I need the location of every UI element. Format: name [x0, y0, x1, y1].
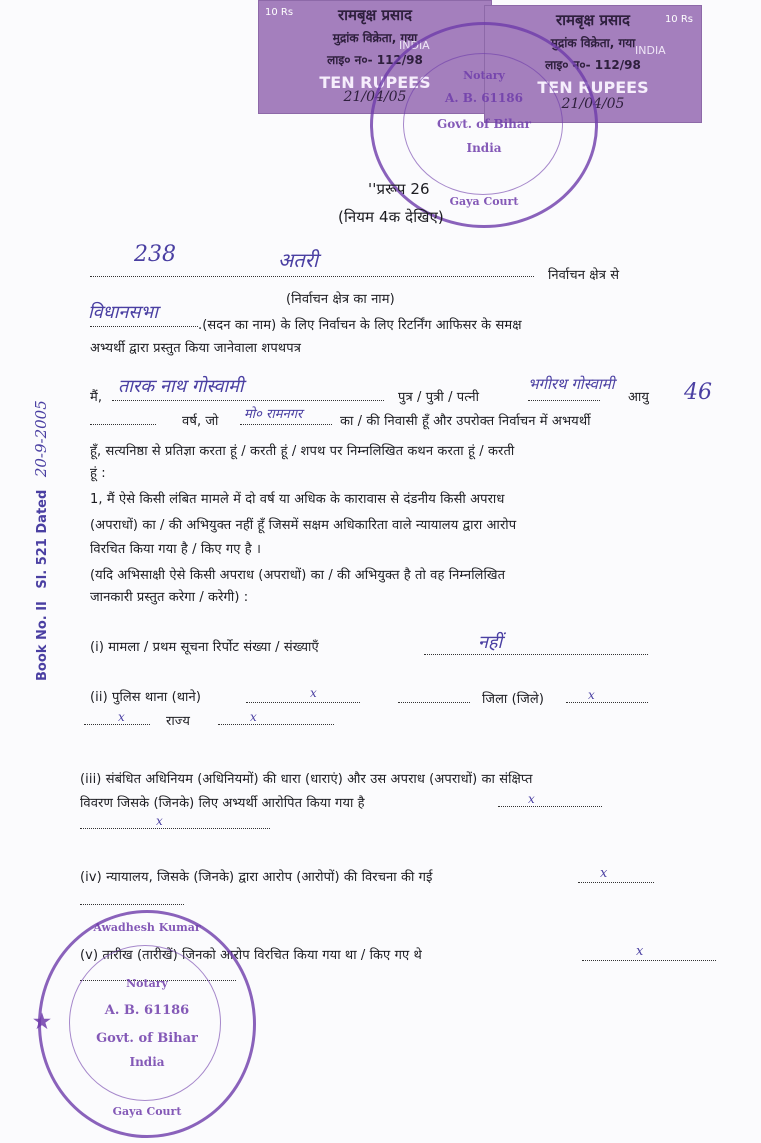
police-station-blank: [246, 702, 360, 703]
item-v-answer: x: [636, 944, 644, 959]
state-prefix-answer: x: [118, 710, 125, 724]
form-title: ''प्ररूप 26: [368, 180, 430, 198]
name-blank: [112, 400, 384, 401]
form-rule-reference: (नियम 4क देखिए): [338, 208, 444, 226]
seal-text: Gaya Court: [449, 195, 519, 208]
village-name: मो० रामनगर: [244, 407, 303, 422]
item-iv-blank: [578, 882, 654, 883]
stamp-denomination: TEN RUPEES: [537, 78, 649, 97]
stamp-corner-value: 10 Rs: [664, 14, 693, 25]
seal-star-icon: ★: [33, 1009, 51, 1033]
seal-text: Notary: [463, 69, 505, 82]
constituency-blank: [90, 276, 534, 277]
house-line: .(सदन का नाम) के लिए निर्वाचन के लिए रिटर्निंग आफिसर के समक्ष: [198, 318, 522, 333]
item-ii-label: (ii) पुलिस थाना (थाने): [90, 690, 202, 705]
father-name: भगीरथ गोस्वामी: [528, 375, 615, 393]
para-1-line: जानकारी प्रस्तुत करेगा / करेगी) :: [90, 590, 249, 605]
item-iii-blank: [498, 806, 602, 807]
register-note-text: [32, 321, 52, 681]
item-i-label: (i) मामला / प्रथम सूचना रिर्पोट संख्या / संख्याएँ: [90, 640, 319, 655]
item-iii-line: विवरण जिसके (जिनके) लिए अभ्यर्थी आरोपित किया गया है: [80, 796, 365, 811]
years-line: वर्ष, जो: [182, 414, 219, 429]
item-iv-answer: x: [600, 866, 608, 881]
extra-blank: [398, 702, 470, 703]
stamp-vendor-name: रामबृक्ष प्रसाद: [555, 11, 631, 29]
item-i-blank: [424, 654, 648, 655]
state-label: राज्य: [166, 714, 190, 729]
age-blank: [90, 424, 156, 425]
constituency-name: अतरी: [278, 248, 319, 272]
seal-text: Govt. of Bihar: [96, 1031, 198, 1046]
state-answer: x: [250, 710, 257, 724]
stamp-license-no: लाइ० न०- 112/98: [327, 53, 423, 67]
state-blank: [218, 724, 334, 725]
seal-inner-ring: [69, 945, 221, 1101]
age-label: आयु: [628, 390, 650, 405]
item-iv-label: (iv) न्यायालय, जिसके (जिनके) द्वारा आरोप (आरोपों) की विरचना की गई: [80, 870, 433, 885]
item-v-blank: [582, 960, 716, 961]
item-iv-blank-2: [80, 904, 184, 905]
item-iii-answer: x: [528, 792, 535, 806]
seal-text: Gaya Court: [112, 1105, 182, 1118]
affidavit-line: अभ्यर्थी द्वारा प्रस्तुत किया जानेवाला शपथपत्र: [90, 341, 301, 356]
book-number: Book No. II: [35, 601, 50, 681]
item-v-label: (v) तारीख (तारीखें) जिनको आरोप विरचित किया गया था / किए गए थे: [80, 948, 422, 963]
house-name: विधानसभा: [88, 302, 158, 323]
para-1-line: 1, मैं ऐसे किसी लंबित मामले में दो वर्ष या अधिक के कारावास से दंडनीय किसी अपराध: [90, 492, 505, 507]
stamp-vendor-title: मुद्रांक विक्रेता, गया: [550, 36, 636, 50]
seal-text: Awadhesh Kumar: [93, 921, 201, 934]
age-value: 46: [684, 380, 712, 405]
stamp-corner-value: 10 Rs: [265, 7, 294, 18]
register-date: 20-9-2005: [32, 400, 50, 478]
item-i-answer: नहीं: [478, 632, 503, 653]
item-iii-answer-2: x: [156, 814, 163, 828]
stamp-vendor-title: मुद्रांक विक्रेता, गया: [332, 31, 418, 45]
state-prefix-blank: [84, 724, 150, 725]
seal-text: India: [129, 1055, 165, 1069]
constituency-number: 238: [134, 242, 176, 267]
police-station-answer: x: [310, 686, 317, 700]
seal-text: Govt. of Bihar: [437, 117, 531, 131]
father-blank: [528, 400, 600, 401]
para-1-line: विरचित किया गया है / किए गए है ।: [90, 542, 262, 557]
district-blank: [566, 702, 648, 703]
seal-text: A. B. 61186: [445, 91, 523, 105]
para-1-line: (यदि अभिसाक्षी ऐसे किसी अपराध (अपराधों) का / की अभियुक्त है तो वह निम्नलिखित: [90, 568, 506, 583]
serial-number: Sl. 521 Dated: [35, 489, 50, 589]
seal-text: Notary: [126, 977, 168, 990]
item-iii-blank-2: [80, 828, 270, 829]
stamp-signature: 21/04/05: [343, 89, 407, 105]
stamp-country: INDIA: [635, 44, 666, 57]
stamp-vendor-name: रामबृक्ष प्रसाद: [337, 6, 413, 24]
stamp-signature: 21/04/05: [561, 96, 625, 112]
relation-options: पुत्र / पुत्री / पत्नी: [398, 390, 480, 405]
oath-line-end: हूं :: [90, 466, 106, 481]
district-label: जिला (जिले): [482, 692, 544, 707]
seal-text: A. B. 61186: [104, 1003, 190, 1018]
para-1-line: (अपराधों) का / की अभियुक्त नहीं हूँ जिसमें सक्षम अधिकारिता वाले न्यायालय द्वारा आरोप: [90, 518, 517, 533]
stamp-country: INDIA: [399, 39, 430, 52]
constituency-caption: (निर्वाचन क्षेत्र का नाम): [286, 292, 395, 307]
oath-line: हूँ, सत्यनिष्ठा से प्रतिज्ञा करता हूं / करती हूं / शपथ पर निम्नलिखित कथन करता हूं / करती: [90, 444, 515, 459]
notary-seal-bottom: [33, 910, 256, 1138]
main-prefix: मैं,: [90, 390, 103, 405]
constituency-suffix: निर्वाचन क्षेत्र से: [548, 268, 620, 283]
deponent-name: तारक नाथ गोस्वामी: [118, 376, 244, 397]
notary-register-note: [32, 316, 52, 686]
item-iii-line: (iii) संबंधित अधिनियम (अधिनियमों) की धारा (धाराएं) और उस अपराध (अपराधों) का संक्षिप्त: [80, 772, 533, 787]
seal-text: India: [466, 141, 502, 155]
village-blank: [240, 424, 332, 425]
district-answer: x: [588, 688, 595, 702]
house-blank: [90, 326, 198, 327]
resident-line: का / की निवासी हूँ और उपरोक्त निर्वाचन में अभयर्थी: [340, 414, 591, 429]
stamp-license-no: लाइ० न०- 112/98: [545, 58, 641, 72]
stamp-denomination: TEN RUPEES: [319, 73, 431, 92]
